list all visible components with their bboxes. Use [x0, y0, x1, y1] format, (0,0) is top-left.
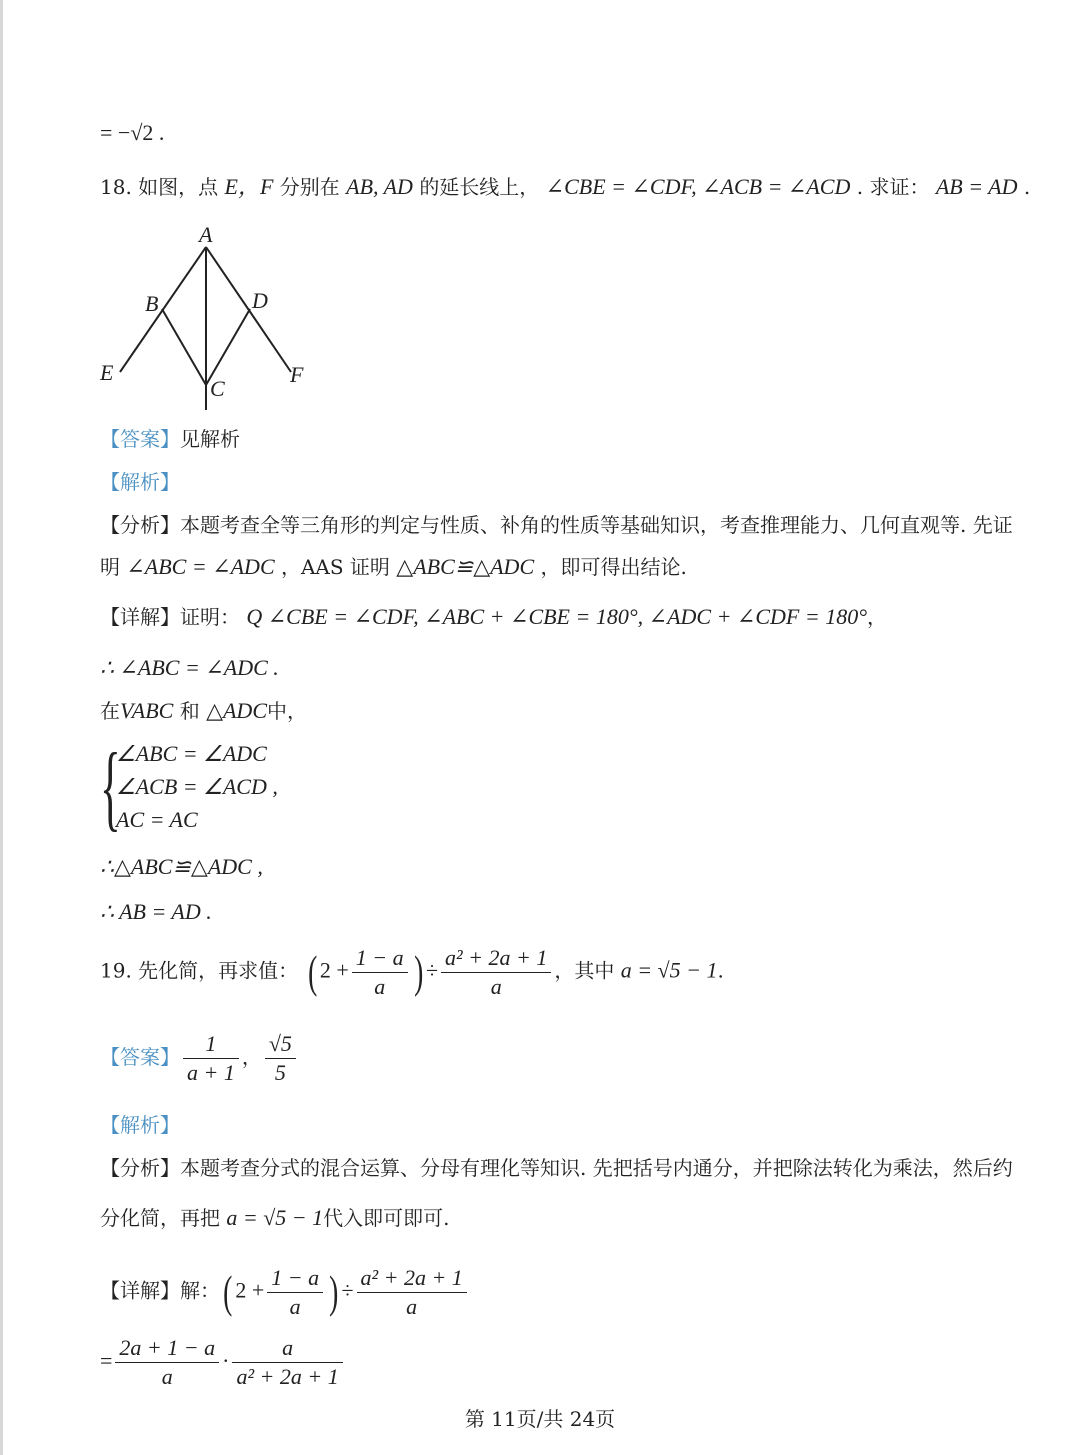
xiangjie-text: 证明：: [180, 605, 240, 629]
triangle-abc: VABC: [120, 698, 174, 723]
xiangjie-19-text: 解：: [180, 1278, 220, 1303]
step-2-b: 和: [179, 699, 200, 723]
step-2: [100, 696, 307, 726]
q19-div: ÷: [425, 957, 439, 983]
fenxi-19-math: a = √5 − 1: [226, 1205, 324, 1230]
right-paren-2: ): [329, 1266, 339, 1317]
system-row-1: ∠ABC = ∠ADC: [116, 741, 267, 766]
xiangjie-19: [100, 1262, 470, 1322]
result-math: = −√2 .: [100, 120, 165, 145]
fenxi-19-text-a: 分化简，再把: [100, 1206, 220, 1230]
xiangjie-end: ，: [867, 605, 887, 629]
q19-number: 19.: [100, 958, 132, 983]
q18-text-a: 如图，点: [138, 175, 219, 199]
fenxi-text-b: ，AAS 证明: [280, 555, 390, 579]
step-1: [100, 653, 279, 683]
q18-number: 18.: [100, 175, 132, 199]
last-fraction-1: [115, 1334, 219, 1391]
system-row-3: AC = AC: [116, 807, 198, 832]
last-f2-den: a² + 2a + 1: [236, 1364, 339, 1389]
q19-fraction-1: [352, 944, 408, 1001]
q19-f2-den: a: [490, 973, 502, 999]
fenxi-18-line2: [100, 552, 687, 582]
xiangjie-18: [100, 602, 887, 632]
x19-f1-num: 1 − a: [267, 1264, 323, 1293]
step-3: [100, 852, 263, 882]
label-c: C: [210, 376, 225, 401]
geometry-figure: [95, 222, 325, 422]
answer-19: [100, 1030, 299, 1087]
q18-text-c: 的延长线上，: [419, 175, 540, 199]
right-paren: ): [413, 946, 423, 997]
label-d: D: [252, 288, 268, 313]
answer-tag: 【答案】: [100, 427, 180, 451]
last-eq: =: [100, 1348, 113, 1373]
left-paren-2: (: [223, 1266, 233, 1317]
x19-div: ÷: [341, 1277, 354, 1303]
x19-f2-den: a: [406, 1293, 418, 1319]
fenxi-text-c: ，即可得出结论.: [540, 555, 687, 579]
x19-f1-den: a: [289, 1293, 301, 1319]
q18-goal: AB = AD: [935, 174, 1018, 199]
q19-text-b: ，其中: [554, 958, 615, 983]
question-19: [100, 942, 724, 1002]
left-brace: {: [100, 733, 121, 840]
step-4-math: ∴ AB = AD .: [100, 899, 212, 924]
q19-f1-den: a: [374, 973, 386, 999]
q18-text-b: 分别在: [279, 175, 340, 199]
fenxi-19-text: 本题考查分式的混合运算、分母有理化等知识. 先把括号内通分，并把除法转化为乘法，然后约: [180, 1156, 1013, 1180]
a19-f2-den: 5: [274, 1060, 286, 1085]
a19-f2-num: √5: [265, 1030, 296, 1059]
q19-text-a: 先化简，再求值：: [138, 958, 299, 983]
label-e: E: [100, 360, 114, 385]
q18-end: .: [1023, 175, 1031, 199]
a19-f1-den: a + 1: [187, 1060, 235, 1085]
line-b-c: [162, 309, 206, 385]
x19-two: 2 +: [235, 1277, 265, 1303]
question-18: [100, 172, 1030, 202]
line-a-f: [206, 247, 291, 372]
last-dot: ·: [222, 1348, 230, 1373]
step-2-c: 中，: [267, 699, 307, 723]
q18-text-d: . 求证：: [856, 175, 930, 199]
step-2-a: 在: [100, 699, 120, 723]
answer-19-fraction-1: [183, 1030, 239, 1087]
answer-19-tag: 【答案】: [100, 1045, 180, 1069]
step-1-math: ∴ ∠ABC = ∠ADC .: [100, 655, 279, 680]
triangle-adc: △ADC: [206, 698, 267, 723]
fenxi-math-2: △ABC≌△ADC: [396, 554, 535, 579]
system-row-2: ∠ACB = ∠ACD ,: [116, 774, 278, 799]
xiangjie-19-tag: 【详解】: [100, 1278, 180, 1303]
answer-text: 见解析: [180, 427, 240, 451]
fenxi-tag: 【分析】: [100, 513, 180, 537]
x19-fraction-2: [357, 1264, 467, 1321]
xiangjie-tag: 【详解】: [100, 605, 180, 629]
fenxi-text-a: 明: [100, 555, 120, 579]
last-fraction-2: [232, 1334, 342, 1391]
answer-19-fraction-2: [265, 1030, 296, 1087]
q18-points: E，F: [224, 174, 274, 199]
last-step: [100, 1334, 346, 1391]
label-a: A: [199, 222, 213, 247]
jiexi-tag: 【解析】: [100, 470, 180, 494]
q18-condition: ∠CBE = ∠CDF, ∠ACB = ∠ACD: [545, 174, 851, 199]
result-line: [100, 118, 164, 148]
fenxi-text: 本题考查全等三角形的判定与性质、补角的性质等基础知识，考查推理能力、几何直观等. 先证: [180, 513, 1013, 537]
a19-f1-num: 1: [183, 1030, 239, 1059]
fenxi-19-text-b: 代入即可即可.: [323, 1206, 450, 1230]
step-4: [100, 897, 212, 927]
q19-value: a = √5 − 1: [620, 957, 718, 983]
jiexi-19: [100, 1110, 180, 1140]
label-f: F: [290, 362, 304, 387]
last-f1-den: a: [161, 1364, 173, 1389]
fenxi-18-line1: [100, 510, 1013, 540]
fenxi-19-line2: [100, 1203, 449, 1233]
q19-f2-num: a² + 2a + 1: [441, 944, 551, 973]
jiexi-19-tag: 【解析】: [100, 1113, 180, 1137]
q19-fraction-2: [441, 944, 551, 1001]
answer-18: [100, 424, 240, 454]
fenxi-19-tag: 【分析】: [100, 1156, 180, 1180]
step-3-math: ∴△ABC≌△ADC ,: [100, 854, 263, 879]
x19-f2-num: a² + 2a + 1: [357, 1264, 467, 1293]
fenxi-19-line1: [100, 1153, 1013, 1183]
xiangjie-math: Q ∠CBE = ∠CDF, ∠ABC + ∠CBE = 180°, ∠ADC + ∠CDF = 180°: [246, 604, 867, 629]
jiexi-18: [100, 467, 180, 497]
q19-end: .: [717, 958, 724, 983]
answer-19-sep: ，: [241, 1045, 262, 1069]
page-footer: 第 11页/共 24页: [464, 1407, 616, 1431]
q18-segments: AB, AD: [346, 174, 413, 199]
left-paren: (: [307, 946, 317, 997]
last-f1-num: 2a + 1 − a: [115, 1334, 219, 1363]
q19-two: 2 +: [319, 957, 349, 983]
line-d-c: [206, 309, 250, 385]
page-edge: [0, 0, 3, 1455]
x19-fraction-1: [267, 1264, 323, 1321]
q19-f1-num: 1 − a: [352, 944, 408, 973]
last-f2-num: a: [232, 1334, 342, 1363]
label-b: B: [145, 291, 159, 316]
fenxi-math-1: ∠ABC = ∠ADC: [126, 554, 275, 579]
